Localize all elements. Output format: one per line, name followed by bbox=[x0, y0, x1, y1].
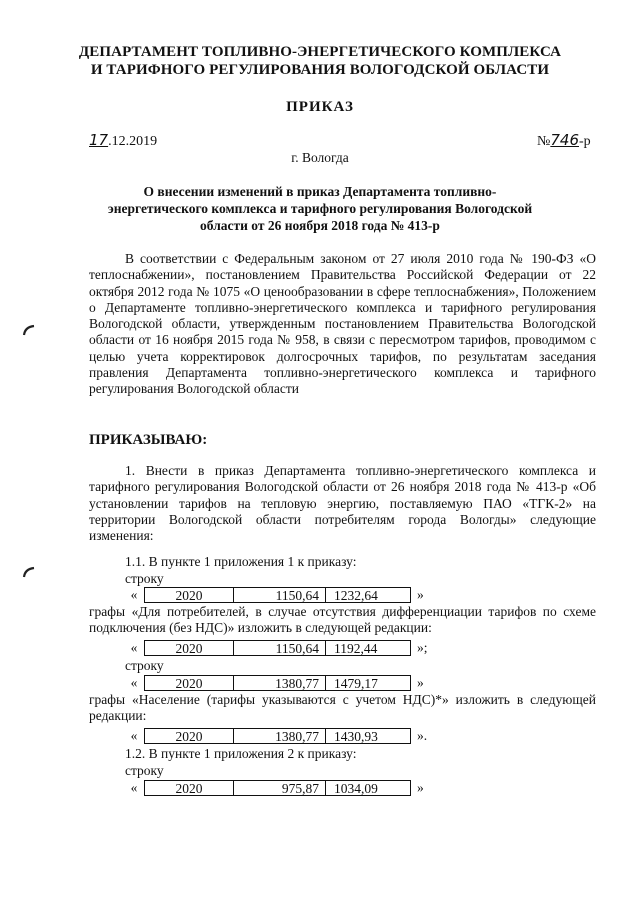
table-row bbox=[126, 639, 428, 657]
order-date bbox=[89, 132, 157, 150]
cell-value-2: 1232,64 bbox=[326, 587, 411, 603]
cell-value-1: 1380,77 bbox=[234, 675, 326, 691]
doc-type-title: ПРИКАЗ bbox=[286, 99, 354, 115]
table-row bbox=[126, 727, 427, 745]
cell-value-1: 1380,77 bbox=[234, 728, 326, 744]
cell-value-2: 1034,09 bbox=[326, 780, 411, 796]
handwritten-number: 746 bbox=[550, 131, 579, 149]
quote-close: » bbox=[417, 675, 424, 690]
quote-open: « bbox=[130, 640, 138, 655]
quote-open: « bbox=[130, 728, 138, 743]
stroku-label-3: строку bbox=[125, 763, 164, 778]
item-1-2-heading: 1.2. В пункте 1 приложения 2 к приказу: bbox=[125, 746, 357, 761]
order-subject: О внесении изменений в приказ Департамента топливно-энергетического комплекса и тарифного регулирования Вологодской области от 26 ноября 2018 года № 413-р bbox=[107, 184, 533, 233]
binding-hole-mark bbox=[22, 566, 36, 578]
quote-close: » bbox=[417, 587, 424, 602]
cell-year: 2020 bbox=[144, 587, 234, 603]
stroku-label-2: строку bbox=[125, 658, 164, 673]
item-1-1-heading: 1.1. В пункте 1 приложения 1 к приказу: bbox=[125, 554, 357, 569]
cell-value-2: 1430,93 bbox=[326, 728, 411, 744]
quote-close: ». bbox=[417, 728, 428, 743]
cell-value-1: 1150,64 bbox=[234, 640, 326, 656]
department-header-line-1: ДЕПАРТАМЕНТ ТОПЛИВНО-ЭНЕРГЕТИЧЕСКОГО КОМПЛЕКСА bbox=[78, 44, 562, 60]
cell-year: 2020 bbox=[144, 728, 234, 744]
graph-2-paragraph: графы «Население (тарифы указываются с учетом НДС)*» изложить в следующей редакции: bbox=[89, 692, 596, 724]
quote-open: « bbox=[130, 587, 138, 602]
cell-value-1: 1150,64 bbox=[234, 587, 326, 603]
cell-year: 2020 bbox=[144, 675, 234, 691]
cell-year: 2020 bbox=[144, 780, 234, 796]
number-sign: № bbox=[537, 134, 551, 149]
item-1-paragraph: 1. Внести в приказ Департамента топливно-энергетического комплекса и тарифного регулирования Вологодской области от 26 ноября 2018 года № 413-р «Об установлении тарифов на тепловую энергию, поставляемую ПАО «ТГК-2» на территории Вологодской области потребителям города Вологды» следующие изменения: bbox=[89, 463, 596, 544]
cell-value-1: 975,87 bbox=[234, 780, 326, 796]
quote-open: « bbox=[130, 675, 138, 690]
cell-year: 2020 bbox=[144, 640, 234, 656]
stroku-label-1: строку bbox=[125, 571, 164, 586]
quote-open: « bbox=[130, 780, 138, 795]
table-row bbox=[126, 779, 424, 797]
cell-value-2: 1192,44 bbox=[326, 640, 411, 656]
graph-1-paragraph: графы «Для потребителей, в случае отсутствия дифференциации тарифов по схеме подключения (без НДС)» изложить в следующей редакции: bbox=[89, 604, 596, 636]
quote-close: » bbox=[417, 780, 424, 795]
number-suffix: -р bbox=[579, 134, 591, 149]
order-directive: ПРИКАЗЫВАЮ: bbox=[89, 432, 208, 448]
preamble-paragraph: В соответствии с Федеральным законом от 27 июля 2010 года № 190-ФЗ «О теплоснабжении», постановлением Правительства Российской Федерации от 22 октября 2012 года № 1075 «О ценообразовании в сфере теплоснабжения», Положением о Департаменте топливно-энергетического комплекса и тарифного регулирования Вологодской области, утвержденным постановлением Правительства Вологодской области от 16 ноября 2015 года № 958, в связи с пересмотром тарифов, проводимом с целью учета корректировок долгосрочных тарифов, по результатам заседания правления Департамента топливно-энергетического комплекса и тарифного регулирования Вологодской области bbox=[89, 251, 596, 397]
department-header-line-2: И ТАРИФНОГО РЕГУЛИРОВАНИЯ ВОЛОГОДСКОЙ ОБЛАСТИ bbox=[90, 62, 550, 78]
quote-close: »; bbox=[417, 640, 428, 655]
date-rest: .12.2019 bbox=[108, 134, 158, 149]
city-name: г. Вологда bbox=[291, 150, 349, 165]
cell-value-2: 1479,17 bbox=[326, 675, 411, 691]
handwritten-day: 17 bbox=[89, 131, 109, 149]
table-row bbox=[126, 586, 424, 604]
order-number bbox=[537, 132, 591, 150]
table-row bbox=[126, 674, 424, 692]
binding-hole-mark bbox=[22, 324, 36, 336]
